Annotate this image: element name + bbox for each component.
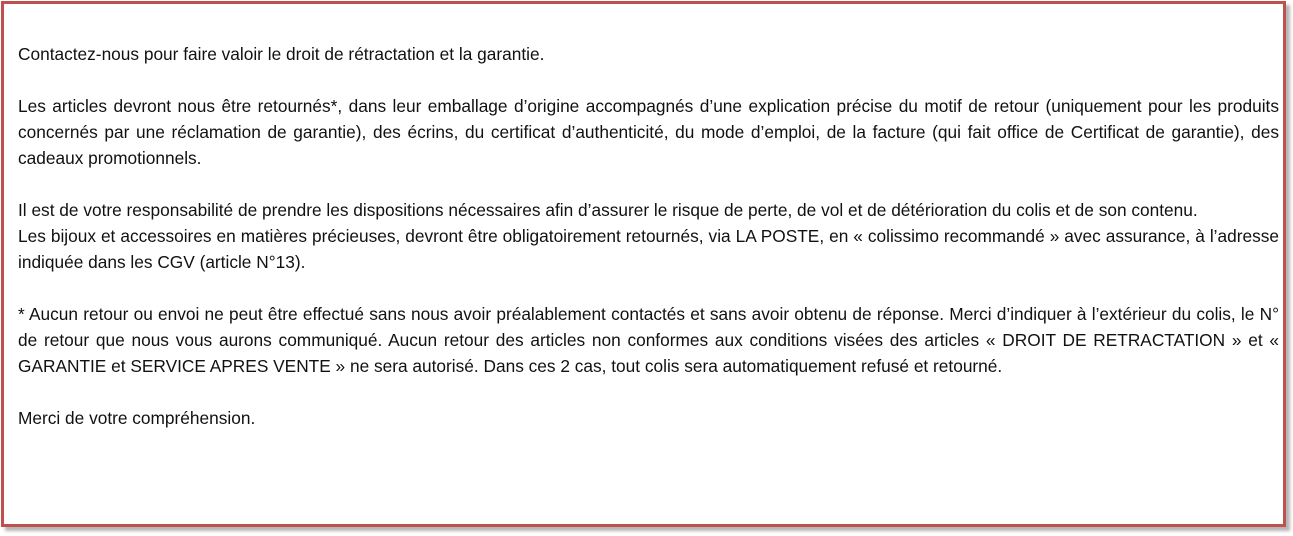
paragraph-spacer xyxy=(18,379,1279,405)
text-box-content xyxy=(18,41,1279,431)
paragraph-responsibility: Il est de votre responsabilité de prendre les dispositions nécessaires afin d’assurer le risque de perte, de vol et de détérioration du colis et de son contenu. xyxy=(18,200,1198,220)
paragraph-spacer xyxy=(18,67,1279,93)
paragraph-contact: Contactez-nous pour faire valoir le droit de rétractation et la garantie. xyxy=(18,44,545,64)
paragraph-return-items: Les articles devront nous être retournés*, dans leur emballage d’origine accompagnés d’une explication précise du motif de retour (uniquement pour les produits concernés par une réclamation de garantie), des écrins, du certificat d’authenticité, du mode d’emploi, de la facture (qui fait office de Certificat de garantie), des cadeaux promotionnels. xyxy=(18,96,1279,168)
paragraph-footnote: * Aucun retour ou envoi ne peut être effectué sans nous avoir préalablement contactés et sans avoir obtenu de réponse. Merci d’indiquer à l’extérieur du colis, le N° de retour que nous vous aurons communiqué. Aucun retour des articles non conformes aux conditions visées des articles « DROIT DE RETRACTATION » et « GARANTIE et SERVICE APRES VENTE » ne sera autorisé. Dans ces 2 cas, tout colis sera automatiquement refusé et retourné. xyxy=(18,304,1279,376)
paragraph-thanks: Merci de votre compréhension. xyxy=(18,408,256,428)
paragraph-spacer xyxy=(18,275,1279,301)
paragraph-spacer xyxy=(18,171,1279,197)
paragraph-jewelry-shipping: Les bijoux et accessoires en matières précieuses, devront être obligatoirement retournés, via LA POSTE, en « colissimo recommandé » avec assurance, à l’adresse indiquée dans les CGV (article N°13). xyxy=(18,226,1279,272)
text-box-frame xyxy=(1,1,1286,527)
